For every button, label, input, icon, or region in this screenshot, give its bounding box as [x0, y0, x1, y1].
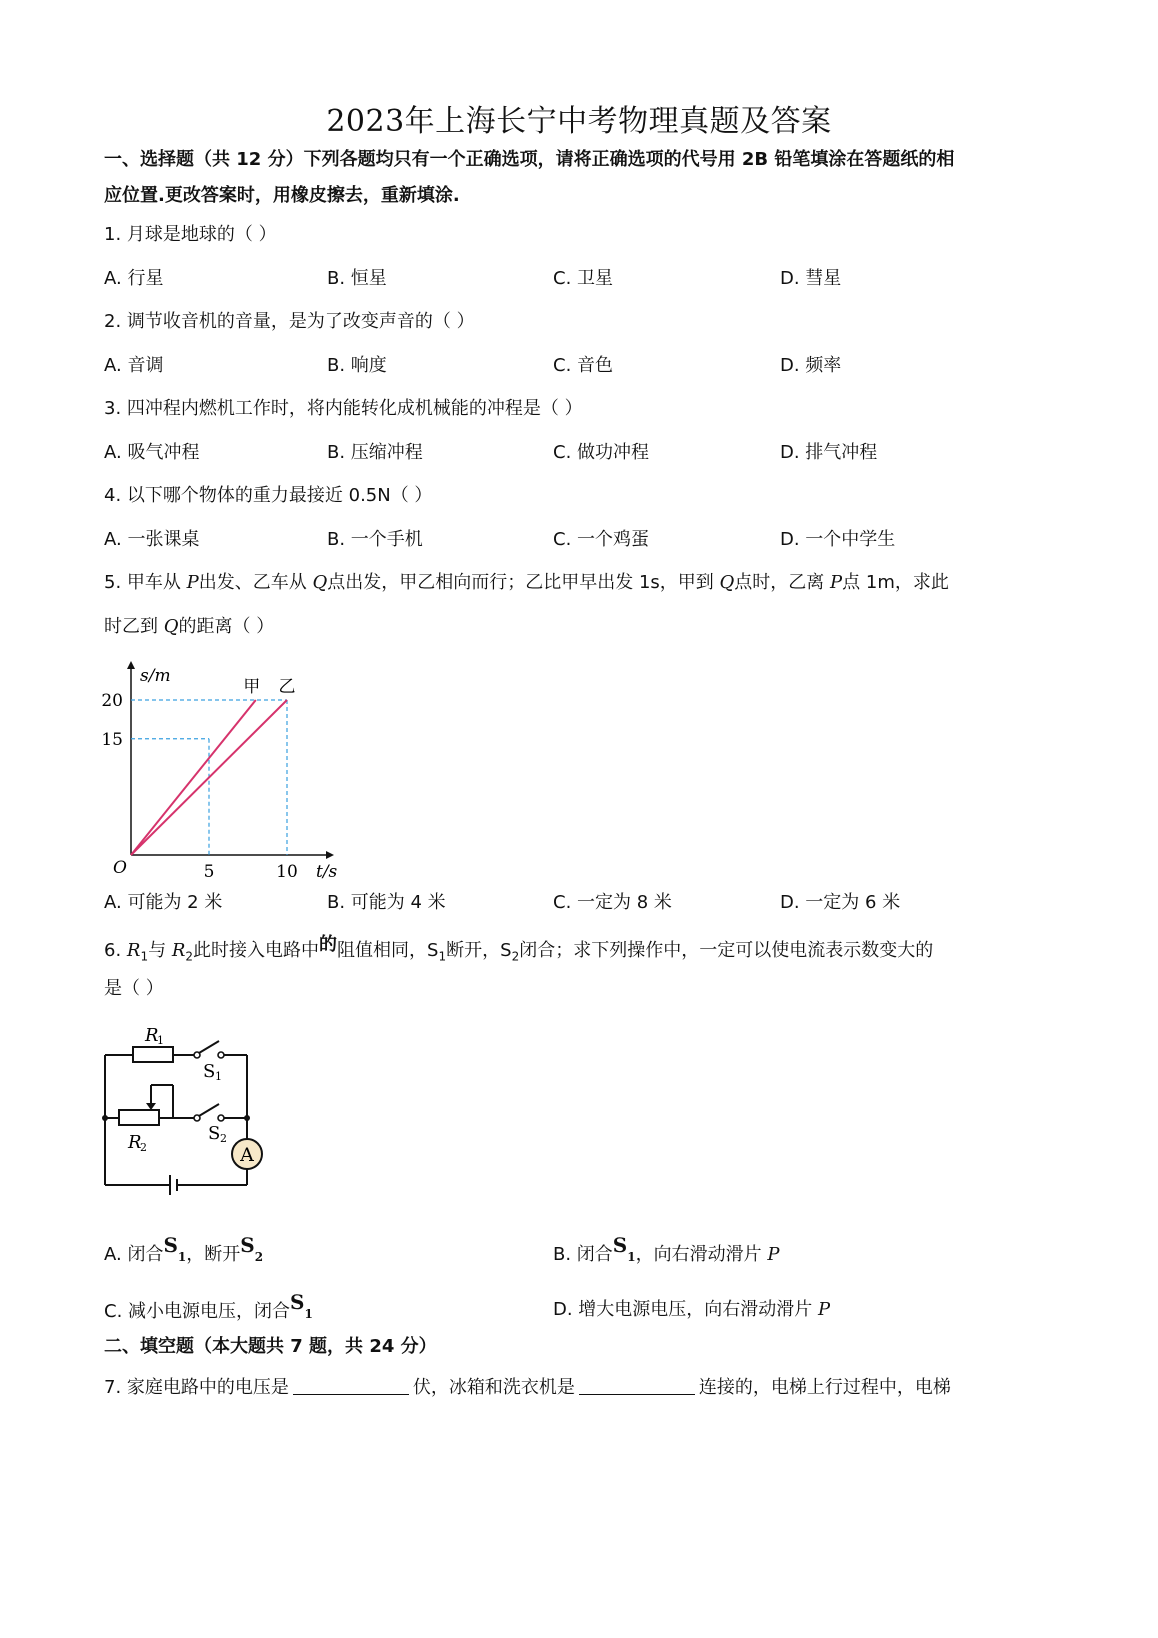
q6-sub: 2: [511, 949, 520, 964]
q6-option-a-text: ，断开: [186, 1244, 241, 1265]
q5-text: 点 1m，求此: [842, 572, 949, 593]
q6-option-c-s: S: [290, 1290, 305, 1314]
x-axis-label: t/s: [316, 862, 338, 880]
q6-option-c-text: C. 减小电源电压，闭合: [104, 1301, 291, 1322]
q6-text: 阻值相同，S: [337, 940, 439, 961]
q6-option-b-text: ，向右滑动滑片: [635, 1244, 768, 1265]
q6-option-a-sub: 1: [177, 1249, 187, 1264]
q5-var: P: [186, 572, 199, 593]
q6-option-b: [553, 1233, 780, 1274]
q1-option-d: D. 彗星: [780, 268, 842, 289]
q6-text: 此时接入电路中: [193, 940, 320, 961]
q3-option-c: C. 做功冲程: [553, 442, 650, 463]
q7-text: 7. 家庭电路中的电压是: [104, 1377, 289, 1398]
q4-option-a: A. 一张课桌: [104, 529, 200, 550]
q6-option-c-sub: 1: [304, 1306, 313, 1321]
q2-option-a: A. 音调: [104, 355, 164, 376]
q6-option-a-text: A. 闭合: [104, 1244, 164, 1265]
q5-text: 点出发，甲乙相向而行；乙比甲早出发 1s，甲到: [327, 572, 720, 593]
q6-text: 的: [319, 934, 338, 955]
y-tick-label: 20: [101, 691, 123, 711]
x-tick-label: 10: [276, 862, 298, 880]
st-graph: [95, 650, 355, 880]
q7-text: 伏，冰箱和洗衣机是: [412, 1377, 575, 1398]
r1-label: R: [145, 1025, 159, 1046]
q4-option-d: D. 一个中学生: [780, 529, 896, 550]
section1-line2: 应位置.更改答案时，用橡皮擦去，重新填涂.: [104, 185, 460, 206]
series-label-2: 乙: [278, 677, 296, 697]
series-line-1: [131, 700, 256, 855]
q6-sub: 1: [140, 949, 149, 964]
y-axis-label: s/m: [140, 666, 171, 686]
y-axis-arrow: [127, 661, 135, 669]
q6-stem-line2: 是（ ）: [104, 978, 164, 999]
y-tick-label: 15: [101, 729, 123, 750]
q2-option-b: B. 响度: [327, 355, 387, 376]
q4-option-b: B. 一个手机: [327, 529, 423, 550]
q1-option-c: C. 卫星: [553, 268, 614, 289]
q6-text: 与: [148, 940, 172, 961]
q5-option-d: D. 一定为 6 米: [780, 892, 901, 913]
q5-text: 时乙到: [104, 616, 164, 637]
q5-var: Q: [163, 616, 179, 637]
q6-option-a-sub: 2: [254, 1249, 264, 1264]
q5-text: 出发、乙车从: [198, 572, 313, 593]
q2-stem: 2. 调节收音机的音量，是为了改变声音的（ ）: [104, 311, 475, 332]
q2-option-c: C. 音色: [553, 355, 614, 376]
series-label-1: 甲: [243, 677, 261, 697]
q4-option-c: C. 一个鸡蛋: [553, 529, 650, 550]
q3-option-a: A. 吸气冲程: [104, 442, 200, 463]
q7-blank-2[interactable]: [579, 1376, 695, 1395]
q6-option-b-text: B. 闭合: [553, 1244, 613, 1265]
s1-sub: 1: [215, 1070, 222, 1083]
q5-text: 5. 甲车从: [104, 572, 187, 593]
q5-stem-line1: [104, 570, 949, 596]
x-axis-arrow: [326, 851, 334, 859]
circuit-diagram: [95, 1015, 275, 1205]
q1-stem: 1. 月球是地球的（ ）: [104, 224, 277, 245]
s1-label: S: [203, 1061, 216, 1082]
q6-text: 闭合；求下列操作中，一定可以使电流表示数变大的: [519, 940, 934, 961]
r2-label: R: [128, 1132, 142, 1153]
q6-option-a-s: S: [163, 1233, 178, 1257]
q5-var: P: [830, 572, 843, 593]
q7-text: 连接的，电梯上行过程中，电梯: [698, 1377, 951, 1398]
q6-option-d-text: D. 增大电源电压，向右滑动滑片: [553, 1299, 819, 1320]
section2-heading: 二、填空题（本大题共 7 题，共 24 分）: [104, 1336, 437, 1357]
q6-option-d-var: P: [818, 1299, 831, 1320]
q5-option-b: B. 可能为 4 米: [327, 892, 446, 913]
q6-var: R: [126, 940, 141, 961]
q6-option-d: [553, 1297, 830, 1323]
q3-stem: 3. 四冲程内燃机工作时，将内能转化成机械能的冲程是（ ）: [104, 398, 583, 419]
q6-text: 6.: [104, 940, 127, 961]
q6-option-c: [104, 1290, 313, 1331]
q6-option-b-sub: 1: [627, 1249, 636, 1264]
q6-option-b-var: P: [767, 1244, 780, 1265]
section1-line1: 一、选择题（共 12 分）下列各题均只有一个正确选项，请将正确选项的代号用 2B 铅笔填涂在答题纸的相: [104, 149, 955, 170]
q6-option-a-s: S: [240, 1233, 255, 1257]
q5-var: Q: [312, 572, 328, 593]
q5-stem-line2: [104, 614, 274, 640]
q5-var: Q: [719, 572, 735, 593]
q5-option-a: A. 可能为 2 米: [104, 892, 223, 913]
q6-option-b-s: S: [612, 1233, 628, 1257]
q7-stem: [104, 1375, 951, 1401]
q3-option-d: D. 排气冲程: [780, 442, 878, 463]
q6-var: R: [171, 940, 186, 961]
q6-text: 断开，S: [446, 940, 512, 961]
r2-sub: 2: [140, 1141, 147, 1154]
x-tick-label: 5: [203, 862, 215, 880]
q5-text: 点时，乙离: [734, 572, 831, 593]
q4-stem: 4. 以下哪个物体的重力最接近 0.5N（ ）: [104, 485, 433, 506]
s2-sub: 2: [220, 1132, 227, 1145]
r1-sub: 1: [157, 1034, 164, 1047]
q3-option-b: B. 压缩冲程: [327, 442, 423, 463]
s2-label: S: [208, 1123, 221, 1144]
q1-option-b: B. 恒星: [327, 268, 387, 289]
page-title: 2023年上海长宁中考物理真题及答案: [326, 104, 832, 139]
q1-option-a: A. 行星: [104, 268, 164, 289]
q6-option-a: [104, 1233, 264, 1274]
q2-option-d: D. 频率: [780, 355, 842, 376]
ammeter-label: A: [240, 1144, 254, 1166]
q6-stem-line1: [104, 934, 934, 970]
q6-sub: 1: [438, 949, 447, 964]
q6-sub: 2: [185, 949, 194, 964]
q5-option-c: C. 一定为 8 米: [553, 892, 672, 913]
origin-label: O: [113, 858, 127, 878]
section1-instructions: [104, 142, 1064, 214]
q7-blank-1[interactable]: [293, 1376, 409, 1395]
q5-text: 的距离（ ）: [178, 616, 275, 637]
